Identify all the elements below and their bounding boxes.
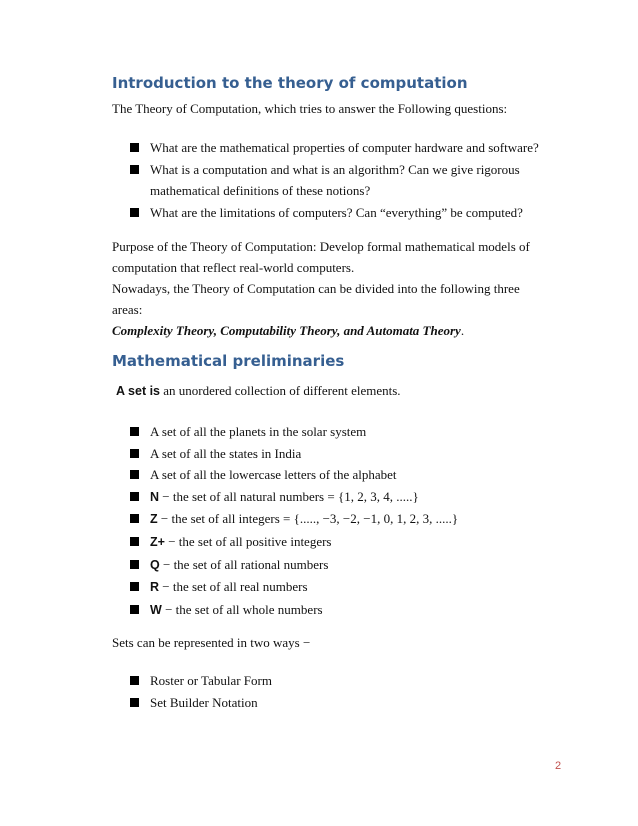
bullet-square-icon xyxy=(130,676,139,685)
bullet-square-icon xyxy=(130,143,139,152)
list-item: Z+ − the set of all positive integers xyxy=(130,531,458,554)
representation-list xyxy=(130,670,272,713)
bullet-square-icon xyxy=(130,165,139,174)
bullet-square-icon xyxy=(130,208,139,217)
list-item: W − the set of all whole numbers xyxy=(130,599,458,622)
bullet-square-icon xyxy=(130,698,139,707)
sets-list xyxy=(130,421,458,621)
bullet-square-icon xyxy=(130,605,139,614)
list-item: R − the set of all real numbers xyxy=(130,576,458,599)
bullet-square-icon xyxy=(130,427,139,436)
page-number: 2 xyxy=(555,760,562,772)
list-item: What is a computation and what is an algorithm? Can we give rigorous xyxy=(130,159,539,181)
section-heading-math: Mathematical preliminaries xyxy=(112,352,345,370)
list-item: A set of all the states in India xyxy=(130,443,458,465)
purpose-paragraph: Purpose of the Theory of Computation: Develop formal mathematical models of computation that reflect real-world computers. Nowadays, the Theory of Computation can be divided into the following three areas: Complexity Theory, Computability Theory, and Automata Theory. xyxy=(112,239,530,338)
list-item-continuation: mathematical definitions of these notions? xyxy=(150,183,371,199)
section-heading-intro: Introduction to the theory of computation xyxy=(112,74,468,92)
list-item: Set Builder Notation xyxy=(130,692,272,714)
list-item: What are the limitations of computers? Can “everything” be computed? xyxy=(130,202,539,224)
bullet-square-icon xyxy=(130,560,139,569)
set-definition: A set is an unordered collection of different elements. xyxy=(116,383,401,398)
bullet-square-icon xyxy=(130,492,139,501)
bullet-square-icon xyxy=(130,582,139,591)
bullet-square-icon xyxy=(130,514,139,523)
list-item: N − the set of all natural numbers = {1, 2, 3, 4, .....} xyxy=(130,486,458,509)
bullet-square-icon xyxy=(130,470,139,479)
bullet-square-icon xyxy=(130,449,139,458)
list-item: Roster or Tabular Form xyxy=(130,670,272,692)
bullet-square-icon xyxy=(130,537,139,546)
list-item: Z − the set of all integers = {....., −3, −2, −1, 0, 1, 2, 3, .....} xyxy=(130,508,458,531)
list-item: A set of all the lowercase letters of the alphabet xyxy=(130,464,458,486)
list-item: What are the mathematical properties of computer hardware and software? xyxy=(130,137,539,159)
representation-intro: Sets can be represented in two ways − xyxy=(112,635,311,650)
list-item: A set of all the planets in the solar system xyxy=(130,421,458,443)
intro-paragraph: The Theory of Computation, which tries to answer the Following questions: xyxy=(112,101,508,116)
list-item: Q − the set of all rational numbers xyxy=(130,554,458,577)
questions-list xyxy=(130,137,539,223)
areas-emphasis: Complexity Theory, Computability Theory, and Automata Theory xyxy=(112,323,461,338)
